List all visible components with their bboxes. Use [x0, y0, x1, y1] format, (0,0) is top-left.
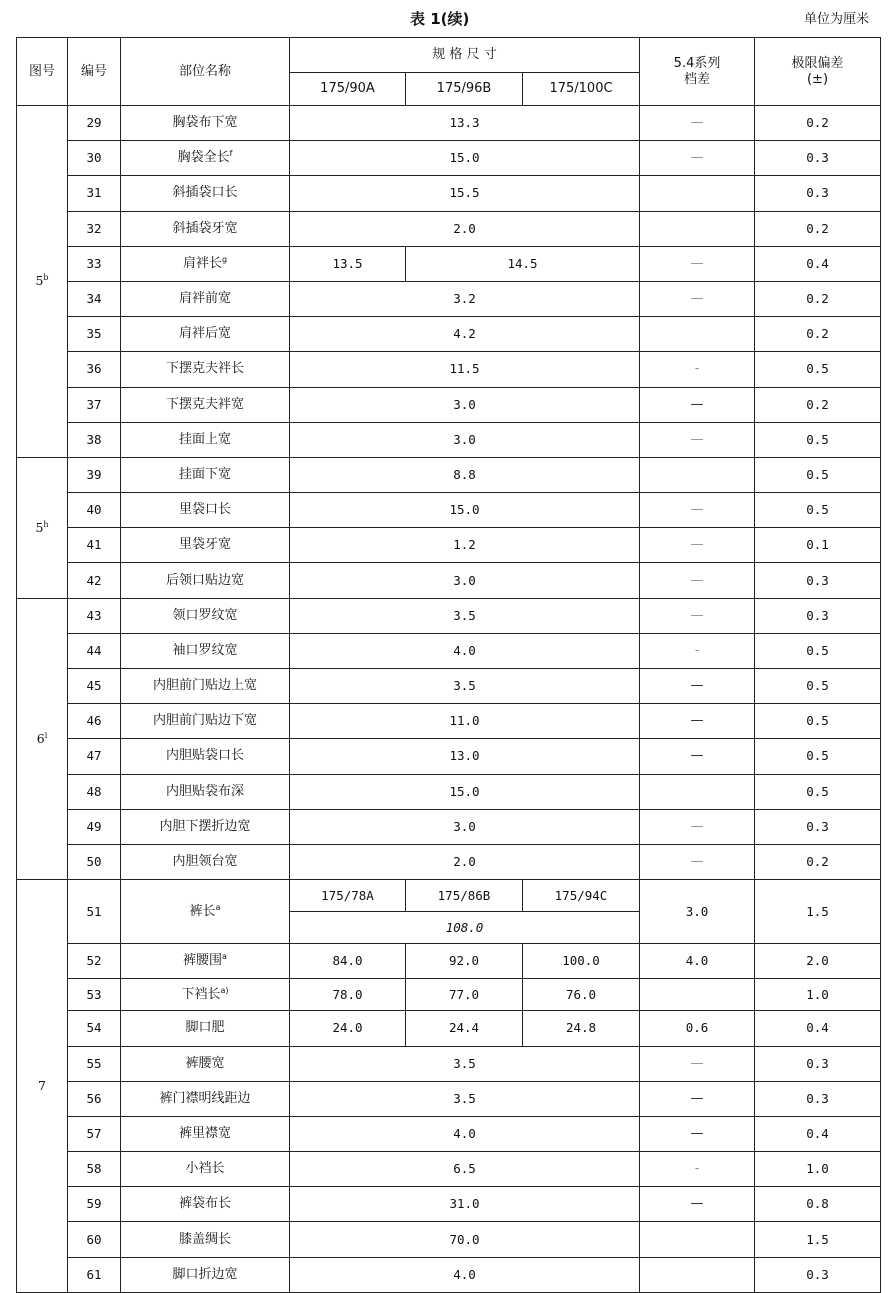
item-no: 40	[68, 493, 121, 528]
part-name: 小裆长	[121, 1152, 290, 1187]
tolerance: 0.5	[755, 704, 881, 739]
item-no: 34	[68, 281, 121, 316]
item-no: 52	[68, 944, 121, 979]
table-row	[17, 844, 881, 879]
table-row	[17, 880, 881, 912]
tolerance: 0.5	[755, 493, 881, 528]
tolerance: 0.5	[755, 422, 881, 457]
grade-diff: —	[640, 528, 755, 563]
item-no: 49	[68, 809, 121, 844]
grade-diff: -	[640, 352, 755, 387]
grade-diff: —	[640, 563, 755, 598]
part-name: 里袋口长	[121, 493, 290, 528]
tolerance: 0.3	[755, 809, 881, 844]
size-value: 6.5	[290, 1152, 640, 1187]
item-no: 31	[68, 176, 121, 211]
part-name: 挂面下宽	[121, 457, 290, 492]
item-no: 56	[68, 1081, 121, 1116]
grade-diff: —	[640, 1081, 755, 1116]
size-label-b: 175/86B	[406, 880, 523, 912]
part-name: 袖口罗纹宽	[121, 633, 290, 668]
size-value: 2.0	[290, 211, 640, 246]
table-row	[17, 944, 881, 979]
grade-diff	[640, 211, 755, 246]
part-name: 膝盖绸长	[121, 1222, 290, 1257]
part-name: 裤里襟宽	[121, 1116, 290, 1151]
size-value-c: 100.0	[523, 944, 640, 979]
item-no: 59	[68, 1187, 121, 1222]
size-value: 3.5	[290, 669, 640, 704]
grade-diff: —	[640, 246, 755, 281]
header-row	[17, 38, 881, 73]
tolerance: 2.0	[755, 944, 881, 979]
part-name: 裤门襟明线距边	[121, 1081, 290, 1116]
tolerance: 1.5	[755, 880, 881, 944]
col-size-b: 175/96B	[406, 73, 523, 106]
size-value: 4.2	[290, 317, 640, 352]
tolerance: 0.3	[755, 563, 881, 598]
col-spec-size: 规 格 尺 寸	[290, 38, 640, 73]
item-no: 38	[68, 422, 121, 457]
unit-note: 单位为厘米	[803, 12, 869, 27]
table-row	[17, 141, 881, 176]
item-no: 32	[68, 211, 121, 246]
size-value: 13.0	[290, 739, 640, 774]
table-row	[17, 493, 881, 528]
part-name: 肩袢前宽	[121, 281, 290, 316]
col-size-c: 175/100C	[523, 73, 640, 106]
grade-diff	[640, 457, 755, 492]
table-row	[17, 1152, 881, 1187]
part-name: 下裆长$^{a)}$	[121, 979, 290, 1011]
grade-diff: —	[640, 1187, 755, 1222]
item-no: 35	[68, 317, 121, 352]
table-row	[17, 809, 881, 844]
tolerance: 0.4	[755, 246, 881, 281]
grade-diff: —	[640, 704, 755, 739]
item-no: 50	[68, 844, 121, 879]
grade-diff: 4.0	[640, 944, 755, 979]
size-value-b: 77.0	[406, 979, 523, 1011]
grade-diff: —	[640, 1046, 755, 1081]
table-row	[17, 317, 881, 352]
item-no: 39	[68, 457, 121, 492]
tolerance: 1.0	[755, 1152, 881, 1187]
size-value: 15.5	[290, 176, 640, 211]
table-title: 表 1(续)	[410, 10, 470, 28]
col-item-no: 编号	[68, 38, 121, 106]
size-value: 3.0	[290, 422, 640, 457]
item-no: 45	[68, 669, 121, 704]
table-row	[17, 422, 881, 457]
size-value: 3.0	[290, 809, 640, 844]
grade-diff: —	[640, 669, 755, 704]
size-value: 3.0	[290, 387, 640, 422]
table-caption	[0, 8, 891, 32]
table-row	[17, 563, 881, 598]
size-value-c: 24.8	[523, 1011, 640, 1046]
part-name: 胸袋全长$^f$	[121, 141, 290, 176]
size-value: 4.0	[290, 633, 640, 668]
figure-cell: 6$^i$	[17, 598, 68, 880]
table-row	[17, 528, 881, 563]
table-row	[17, 176, 881, 211]
item-no: 58	[68, 1152, 121, 1187]
item-no: 51	[68, 880, 121, 944]
part-name: 裤腰围$^a$	[121, 944, 290, 979]
size-value-b: 24.4	[406, 1011, 523, 1046]
size-value: 13.3	[290, 106, 640, 141]
item-no: 42	[68, 563, 121, 598]
table-row	[17, 1046, 881, 1081]
item-no: 57	[68, 1116, 121, 1151]
grade-diff	[640, 979, 755, 1011]
table-row	[17, 633, 881, 668]
tolerance: 0.3	[755, 141, 881, 176]
part-name: 内胆前门贴边上宽	[121, 669, 290, 704]
size-label-a: 175/78A	[290, 880, 406, 912]
grade-diff: —	[640, 106, 755, 141]
part-name: 裤袋布长	[121, 1187, 290, 1222]
size-value: 8.8	[290, 457, 640, 492]
size-value: 15.0	[290, 141, 640, 176]
size-value: 2.0	[290, 844, 640, 879]
table-row	[17, 352, 881, 387]
size-value: 3.2	[290, 281, 640, 316]
tolerance: 0.4	[755, 1011, 881, 1046]
size-value: 4.0	[290, 1257, 640, 1292]
table-row	[17, 246, 881, 281]
part-name: 脚口折边宽	[121, 1257, 290, 1292]
table-row	[17, 1187, 881, 1222]
grade-diff: —	[640, 387, 755, 422]
item-no: 55	[68, 1046, 121, 1081]
item-no: 30	[68, 141, 121, 176]
col-tolerance	[755, 38, 881, 106]
part-name: 内胆贴袋布深	[121, 774, 290, 809]
grade-diff: —	[640, 809, 755, 844]
figure-cell: 5$^h$	[17, 457, 68, 598]
tolerance: 0.8	[755, 1187, 881, 1222]
item-no: 43	[68, 598, 121, 633]
grade-diff: —	[640, 598, 755, 633]
spec-table	[16, 37, 881, 1293]
grade-diff	[640, 774, 755, 809]
size-value: 3.5	[290, 598, 640, 633]
part-name: 脚口肥	[121, 1011, 290, 1046]
item-no: 44	[68, 633, 121, 668]
table-row	[17, 1081, 881, 1116]
size-value-a: 78.0	[290, 979, 406, 1011]
grade-diff	[640, 176, 755, 211]
size-value-a: 13.5	[290, 246, 406, 281]
part-name: 领口罗纹宽	[121, 598, 290, 633]
size-value-c: 76.0	[523, 979, 640, 1011]
item-no: 60	[68, 1222, 121, 1257]
item-no: 47	[68, 739, 121, 774]
item-no: 29	[68, 106, 121, 141]
item-no: 41	[68, 528, 121, 563]
table-row	[17, 281, 881, 316]
item-no: 54	[68, 1011, 121, 1046]
part-name: 后领口贴边宽	[121, 563, 290, 598]
grade-diff: —	[640, 281, 755, 316]
item-no: 36	[68, 352, 121, 387]
tolerance: 0.4	[755, 1116, 881, 1151]
size-value: 15.0	[290, 774, 640, 809]
size-value-a: 24.0	[290, 1011, 406, 1046]
table-row	[17, 1011, 881, 1046]
size-value: 31.0	[290, 1187, 640, 1222]
part-name: 内胆贴袋口长	[121, 739, 290, 774]
item-no: 33	[68, 246, 121, 281]
table-row	[17, 387, 881, 422]
figure-cell: 5$^b$	[17, 106, 68, 458]
table-row	[17, 739, 881, 774]
part-name: 裤长$^a$	[121, 880, 290, 944]
size-value: 108.0	[290, 912, 640, 944]
size-label-c: 175/94C	[523, 880, 640, 912]
table-row	[17, 457, 881, 492]
size-value: 15.0	[290, 493, 640, 528]
tolerance: 0.1	[755, 528, 881, 563]
item-no: 61	[68, 1257, 121, 1292]
tolerance: 0.3	[755, 598, 881, 633]
part-name: 挂面上宽	[121, 422, 290, 457]
tolerance: 0.5	[755, 774, 881, 809]
col-size-a: 175/90A	[290, 73, 406, 106]
table-row	[17, 774, 881, 809]
table-row	[17, 1116, 881, 1151]
grade-diff: —	[640, 493, 755, 528]
col-grade-diff	[640, 38, 755, 106]
size-value: 3.5	[290, 1046, 640, 1081]
size-value-b: 92.0	[406, 944, 523, 979]
table-row	[17, 598, 881, 633]
figure-cell: 7	[17, 880, 68, 1293]
tolerance-line1: 极限偏差	[791, 55, 844, 71]
part-name: 下摆克夫袢长	[121, 352, 290, 387]
tolerance: 0.2	[755, 387, 881, 422]
grade-diff-line2: 档差	[684, 71, 711, 87]
tolerance: 0.3	[755, 1046, 881, 1081]
size-value: 70.0	[290, 1222, 640, 1257]
col-figure-no: 图号	[17, 38, 68, 106]
part-name: 肩袢长$^g$	[121, 246, 290, 281]
tolerance: 0.2	[755, 106, 881, 141]
grade-diff	[640, 1257, 755, 1292]
part-name: 里袋牙宽	[121, 528, 290, 563]
tolerance: 0.5	[755, 352, 881, 387]
item-no: 53	[68, 979, 121, 1011]
tolerance: 0.2	[755, 844, 881, 879]
size-value: 3.0	[290, 563, 640, 598]
table-row	[17, 704, 881, 739]
size-value: 11.0	[290, 704, 640, 739]
tolerance: 1.5	[755, 1222, 881, 1257]
size-value: 3.5	[290, 1081, 640, 1116]
table-row	[17, 1222, 881, 1257]
part-name: 内胆前门贴边下宽	[121, 704, 290, 739]
grade-diff: —	[640, 739, 755, 774]
tolerance: 0.2	[755, 281, 881, 316]
item-no: 46	[68, 704, 121, 739]
size-value-bc: 14.5	[406, 246, 640, 281]
table-row	[17, 211, 881, 246]
grade-diff: 0.6	[640, 1011, 755, 1046]
grade-diff	[640, 1222, 755, 1257]
part-name: 肩袢后宽	[121, 317, 290, 352]
grade-diff: —	[640, 141, 755, 176]
part-name: 裤腰宽	[121, 1046, 290, 1081]
grade-diff: —	[640, 422, 755, 457]
tolerance: 0.3	[755, 176, 881, 211]
tolerance: 0.5	[755, 739, 881, 774]
tolerance: 0.2	[755, 317, 881, 352]
size-value-a: 84.0	[290, 944, 406, 979]
part-name: 胸袋布下宽	[121, 106, 290, 141]
tolerance: 0.3	[755, 1257, 881, 1292]
grade-diff: 3.0	[640, 880, 755, 944]
grade-diff: -	[640, 1152, 755, 1187]
table-row	[17, 106, 881, 141]
grade-diff	[640, 317, 755, 352]
part-name: 内胆领台宽	[121, 844, 290, 879]
part-name: 下摆克夫袢宽	[121, 387, 290, 422]
grade-diff: —	[640, 1116, 755, 1151]
tolerance: 0.5	[755, 669, 881, 704]
grade-diff-line1: 5.4系列	[673, 55, 721, 71]
size-value: 11.5	[290, 352, 640, 387]
part-name: 斜插袋口长	[121, 176, 290, 211]
tolerance: 0.5	[755, 457, 881, 492]
part-name: 内胆下摆折边宽	[121, 809, 290, 844]
table-row	[17, 669, 881, 704]
col-part-name: 部位名称	[121, 38, 290, 106]
item-no: 37	[68, 387, 121, 422]
grade-diff: -	[640, 633, 755, 668]
grade-diff: —	[640, 844, 755, 879]
tolerance: 0.2	[755, 211, 881, 246]
tolerance: 1.0	[755, 979, 881, 1011]
item-no: 48	[68, 774, 121, 809]
size-value: 1.2	[290, 528, 640, 563]
table-row	[17, 1257, 881, 1292]
size-value: 4.0	[290, 1116, 640, 1151]
table-row	[17, 979, 881, 1011]
tolerance: 0.5	[755, 633, 881, 668]
tolerance-line2: (±)	[806, 71, 829, 87]
part-name: 斜插袋牙宽	[121, 211, 290, 246]
tolerance: 0.3	[755, 1081, 881, 1116]
